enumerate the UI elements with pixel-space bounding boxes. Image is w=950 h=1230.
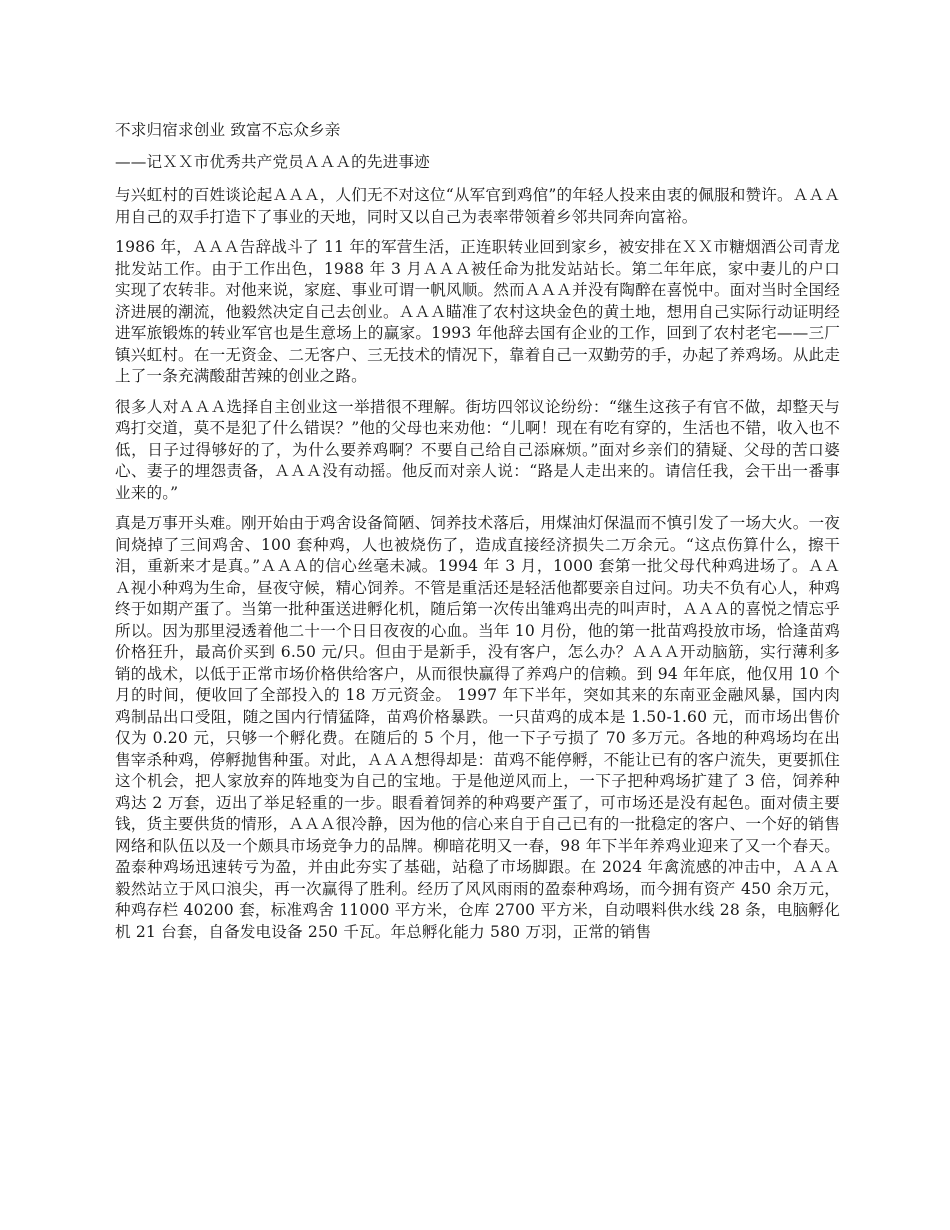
paragraph-intro: 与兴虹村的百姓谈论起ＡＡＡ，人们无不对这位“从军官到鸡倌”的年轻人投来由衷的佩服和赞许。ＡＡＡ用自己的双手打造下了事业的天地，同时又以自己为表率带领着乡邻共同奔向富裕。 [115,186,840,226]
document-subtitle: ——记ＸＸ市优秀共产党员ＡＡＡ的先进事迹 [115,152,430,171]
paragraph-struggle: 真是万事开头难。刚开始由于鸡舍设备简陋、饲养技术落后，用煤油灯保温而不慎引发了一场大火。一夜间烧掉了三间鸡舍、100 套种鸡，人也被烧伤了，造成直接经济损失二万余元。“这点伤算什么，擦干泪，重新来才是真。”ＡＡＡ的信心丝毫未减。1994 年 3 月，1000 套第一批父母代种鸡进场了。ＡＡＡ视小种鸡为生命，昼夜守候，精心饲养。不管是重活还是轻活他都要亲自过问。功夫不负有心人，种鸡终于如期产蛋了。当第一批种蛋送进孵化机，随后第一次传出雏鸡出壳的叫声时，ＡＡＡ的喜悦之情忘乎所以。因为那里浸透着他二十一个日日夜夜的心血。当年 10 月份，他的第一批苗鸡投放市场，恰逢苗鸡价格狂升，最高价买到 6.50 元/只。但由于是新手，没有客户，怎么办？ＡＡＡ开动脑筋，实行薄利多销的战术，以低于正常市场价格供给客户，从而很快赢得了养鸡户的信赖。到 94 年年底，他仅用 10 个月的时间，便收回了全部投入的 18 万元资金。 1997 年下半年，突如其来的东南亚金融风暴，国内肉鸡制品出口受阻，随之国内行情猛降，苗鸡价格暴跌。一只苗鸡的成本是 1.50-1.60 元，而市场出售价仅为 0.20 元，只够一个孵化费。在随后的 5 个月，他一下子亏损了 70 多万元。各地的种鸡场均在出售宰杀种鸡，停孵抛售种蛋。对此，ＡＡＡ想得却是：苗鸡不能停孵，不能让已有的客户流失，更要抓住这个机会，把人家放弃的阵地变为自己的宝地。于是他逆风而上，一下子把种鸡场扩建了 3 倍，饲养种鸡达 2 万套，迈出了举足轻重的一步。眼看着饲养的种鸡要产蛋了，可市场还是没有起色。面对债主要钱，货主要供货的情形，ＡＡＡ很冷静，因为他的信心来自于自己已有的一批稳定的客户、一个好的销售网络和队伍以及一个颇具市场竞争力的品牌。柳暗花明又一春，98 年下半年养鸡业迎来了又一个春天。盈泰种鸡场迅速转亏为盈，并由此夯实了基础，站稳了市场脚跟。在 2024 年禽流感的冲击中，ＡＡＡ毅然站立于风口浪尖，再一次赢得了胜利。经历了风风雨雨的盈泰种鸡场，而今拥有资产 450 余万元，种鸡存栏 40200 套，标准鸡舍 11000 平方米，仓库 2700 平方米，自动喂料供水线 28 条，电脑孵化机 21 台套，自备发电设备 250 千瓦。年总孵化能力 580 万羽，正常的销售 [115,514,840,941]
paragraph-background: 1986 年，ＡＡＡ告辞战斗了 11 年的军营生活，正连职转业回到家乡，被安排在ＸＸ市糖烟酒公司青龙批发站工作。由于工作出色，1988 年 3 月ＡＡＡ被任命为批发站站长。第二年年底，家中妻儿的户口实现了农转非。对他来说，家庭、事业可谓一帆风顺。然而ＡＡＡ并没有陶醉在喜悦中。面对当时全国经济进展的潮流，他毅然决定自己去创业。ＡＡＡ瞄准了农村这块金色的黄土地，想用自己实际行动证明经进军旅锻炼的转业军官也是生意场上的赢家。1993 年他辞去国有企业的工作，回到了农村老宅——三厂镇兴虹村。在一无资金、二无客户、三无技术的情况下，靠着自己一双勤劳的手，办起了养鸡场。从此走上了一条充满酸甜苦辣的创业之路。 [115,238,840,385]
document-title: 不求归宿求创业 致富不忘众乡亲 [115,121,341,139]
document-page [115,120,840,952]
paragraph-doubts: 很多人对ＡＡＡ选择自主创业这一举措很不理解。街坊四邻议论纷纷：“继生这孩子有官不做，却整天与鸡打交道，莫不是犯了什么错误？”他的父母也来劝他：“儿啊！现在有吃有穿的，生活也不错，收入也不低，日子过得够好的了，为什么要养鸡啊？不要自己给自己添麻烦。”面对乡亲们的猜疑、父母的苦口婆心、妻子的埋怨责备，ＡＡＡ没有动摇。他反而对亲人说：“路是人走出来的。请信任我，会干出一番事业来的。” [115,397,840,502]
